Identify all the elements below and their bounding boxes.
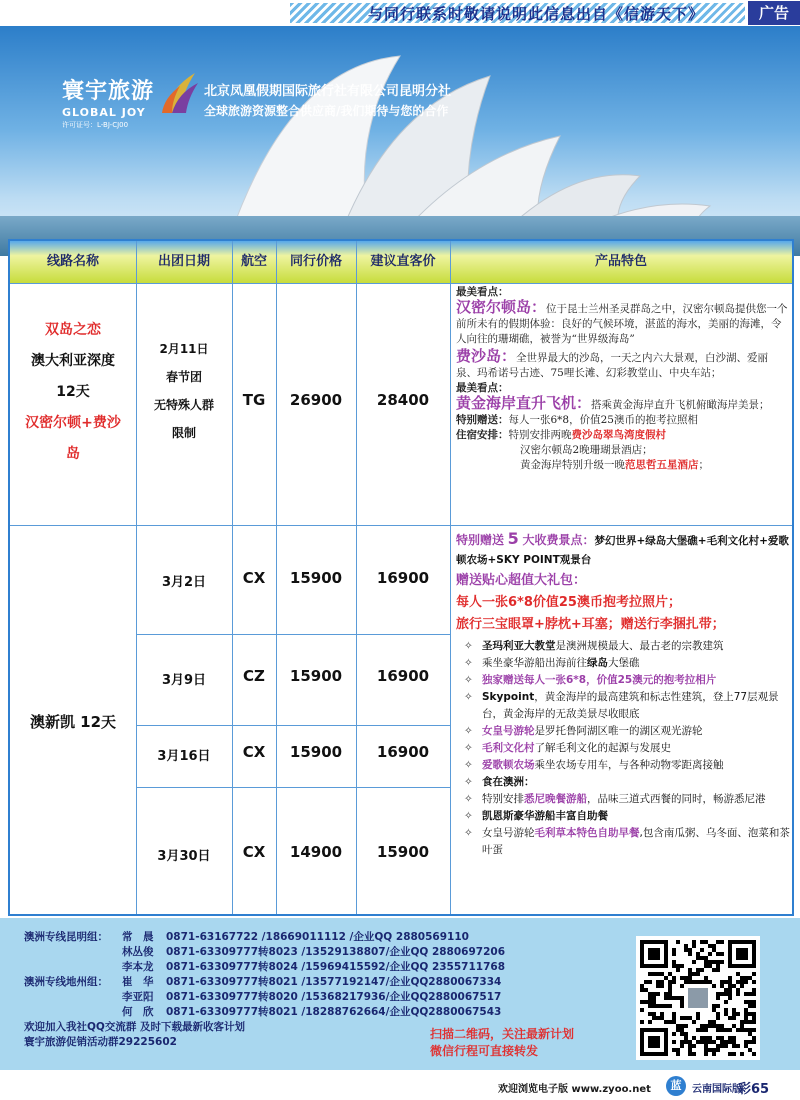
route2-peer-price-1: 15900 — [289, 569, 343, 587]
bottom-bar — [0, 1072, 800, 1100]
feature-highlight: 绿岛 — [587, 657, 608, 669]
feature-item — [456, 638, 790, 655]
diamond-bullet-icon: ✧ — [464, 742, 473, 754]
stay-end: ； — [698, 459, 709, 471]
route2-features — [456, 529, 790, 859]
route2-date-4: 3月30日 — [157, 849, 211, 864]
header-route: 线路名称 — [46, 254, 99, 269]
label-highlights-2: 最美看点： — [456, 382, 509, 394]
contact-phone: 0871-63309777转8021 /18288762664/企业QQ2880067543 — [166, 1006, 502, 1018]
welcome-text[interactable]: 欢迎浏览电子版 www.zyoo.net — [498, 1084, 651, 1095]
logo-en: GLOBAL JOY — [62, 106, 146, 119]
route1-date-line: 春节团 — [165, 370, 202, 384]
diamond-bullet-icon: ✧ — [464, 691, 473, 703]
feature-text: 乘坐农场专用车，与各种动物零距离接触 — [534, 759, 724, 771]
header-date: 出团日期 — [157, 254, 210, 269]
route2-airline-3: CX — [242, 743, 266, 761]
contact-phone: 0871-63309777转8021 /13577192147/企业QQ2880067334 — [166, 976, 502, 988]
feature-item — [456, 825, 790, 859]
grid-line — [10, 283, 792, 284]
route2-date-1: 3月2日 — [161, 575, 207, 590]
route2-airline-1: CX — [242, 569, 266, 587]
route1-airline: TG — [242, 391, 266, 409]
contact-row — [24, 960, 506, 975]
qr-line-2: 微信行程可直接转发 — [430, 1044, 539, 1058]
route1-features — [456, 285, 788, 473]
route1-name-line: 汉密尔顿+费沙 — [25, 415, 121, 431]
feature-text: 了解毛利文化的起源与发展史 — [534, 742, 671, 754]
footer-contacts — [0, 918, 800, 1070]
heli-title: 黄金海岸直升飞机： — [456, 394, 592, 412]
gift-head-c: 梦幻世界+绿岛大堡礁+毛利文化村+爱歌顿农场+SKY POINT观景台 — [456, 535, 789, 566]
hamilton-title: 汉密尔顿岛： — [456, 298, 547, 316]
diamond-bullet-icon: ✧ — [464, 793, 473, 805]
group-text: 寰宇旅游促销活动群29225602 — [24, 1036, 177, 1048]
edition-badge: 蓝 — [666, 1076, 686, 1096]
contact-name: 常 晨 — [122, 931, 154, 943]
contact-row — [24, 930, 469, 945]
diamond-bullet-icon: ✧ — [464, 674, 473, 686]
gift-head-a: 特别赠送 — [456, 533, 505, 547]
qr-pattern — [640, 940, 756, 1056]
feature-item — [456, 672, 790, 689]
route1-date-line: 限制 — [171, 426, 196, 440]
stay-text-2: 汉密尔顿岛2晚珊瑚景酒店； — [520, 444, 653, 456]
feature-text: 大堡礁 — [608, 657, 640, 669]
header-peer-price: 同行价格 — [289, 254, 342, 269]
feature-text: 女皇号游轮 — [482, 827, 535, 839]
license-number: 许可证号：L-BJ-CJ00 — [62, 121, 129, 129]
ad-label: 广告 — [748, 1, 800, 25]
feature-highlight: 悉尼晚餐游船 — [524, 793, 587, 805]
contact-row — [24, 975, 502, 990]
brand-logo — [62, 74, 154, 130]
gift-head-b: 大收费景点： — [522, 533, 595, 547]
diamond-bullet-icon: ✧ — [464, 759, 473, 771]
hero-banner — [0, 26, 800, 256]
feature-item — [456, 757, 790, 774]
feature-item — [456, 689, 790, 723]
feature-highlight: 独家赠送每人一张6*8，价值25澳元的抱考拉相片 — [482, 674, 717, 686]
edition-name: 云南国际版 — [692, 1084, 742, 1095]
feature-highlight: 毛利文化村 — [482, 742, 535, 754]
contact-phone: 0871-63167722 /18669011112 /企业QQ 2880569110 — [166, 931, 469, 943]
fraser-text: 全世界最大的沙岛，一天之内六大景观，白沙湖、爱丽泉、玛希诺号古迹、75哩长滩、幻彩教堂山、中央车站； — [456, 352, 769, 379]
feature-item — [456, 774, 790, 791]
feature-text: 特别安排 — [482, 793, 524, 805]
contact-name: 林丛俊 — [122, 946, 154, 958]
feature-item — [456, 723, 790, 740]
route2-peer-price-2: 15900 — [289, 667, 343, 685]
feature-item — [456, 740, 790, 757]
diamond-bullet-icon: ✧ — [464, 776, 473, 788]
route1-name-line: 12天 — [56, 384, 90, 400]
logo-wing-icon — [160, 68, 200, 118]
bonus-2: 旅行三宝眼罩+脖枕+耳塞；赠送行李捆扎带； — [456, 617, 725, 632]
route1-name-line: 澳大利亚深度 — [31, 353, 115, 369]
logo-cn: 寰宇旅游 — [62, 79, 155, 104]
feature-highlight: 食在澳洲： — [482, 776, 535, 788]
header-airline: 航空 — [240, 254, 267, 269]
feature-highlight: 毛利草本特色自助早餐 — [534, 827, 640, 839]
grid-line — [450, 241, 451, 914]
stay-label: 住宿安排： — [456, 429, 509, 441]
route1-name — [10, 315, 136, 470]
route2-retail-price-3: 16900 — [376, 743, 430, 761]
stay-text-3: 黄金海岸特别升级一晚 — [520, 459, 625, 471]
contact-group: 澳洲专线昆明组： — [24, 931, 108, 943]
route2-date-3: 3月16日 — [157, 749, 211, 764]
feature-highlight: 爱歌顿农场 — [482, 759, 535, 771]
route2-retail-price-4: 15900 — [376, 843, 430, 861]
feature-list — [456, 638, 790, 859]
gift-label: 特别赠送： — [456, 414, 509, 426]
grid-line — [136, 725, 450, 726]
stay-text: 特别安排两晚 — [508, 429, 572, 441]
feature-item — [456, 655, 790, 672]
contact-row — [24, 945, 506, 960]
header-retail-price: 建议直客价 — [370, 254, 436, 269]
feature-item — [456, 791, 790, 808]
tour-table — [8, 239, 794, 916]
heli-text: 搭乘黄金海岸直升飞机俯瞰海岸美景； — [591, 399, 770, 411]
diamond-bullet-icon: ✧ — [464, 827, 473, 839]
company-slogan: 全球旅游资源整合供应商/我们期待与您的合作 — [204, 104, 449, 118]
route2-retail-price-2: 16900 — [376, 667, 430, 685]
qr-line-1: 扫描二维码，关注最新计划 — [430, 1027, 575, 1041]
diamond-bullet-icon: ✧ — [464, 640, 473, 652]
feature-text: ,包含南瓜粥、乌冬面、泡菜和茶叶蛋 — [482, 827, 790, 856]
route1-peer-price: 26900 — [289, 391, 343, 409]
contact-name: 何 欣 — [122, 1006, 154, 1018]
feature-item — [456, 808, 790, 825]
feature-text: ，黄金海岸的最高建筑和标志性建筑，登上77层观景台，黄金海岸的无敌美景尽收眼底 — [482, 691, 779, 720]
grid-line — [10, 525, 792, 526]
gift-head-num: 5 — [507, 529, 519, 548]
route2-retail-price-1: 16900 — [376, 569, 430, 587]
contact-name: 李亚阳 — [122, 991, 154, 1003]
route2-peer-price-4: 14900 — [289, 843, 343, 861]
route1-name-line: 双岛之恋 — [45, 322, 101, 338]
stay-highlight-2: 范思哲五星酒店 — [625, 459, 699, 471]
hamilton-text: 位于昆士兰州圣灵群岛之中，汉密尔顿岛提供您一个前所未有的假期体验：良好的气候环境，湛蓝的海水，美丽的海滩，令人向往的珊瑚礁，被誉为“世界级海岛” — [456, 303, 788, 345]
top-banner — [0, 0, 800, 26]
feature-text: 是澳洲规模最大、最古老的宗教建筑 — [555, 640, 724, 652]
gift-text: 每人一张6*8，价值25澳币的抱考拉照相 — [508, 414, 698, 426]
route2-peer-price-3: 15900 — [289, 743, 343, 761]
route1-retail-price: 28400 — [376, 391, 430, 409]
feature-text: ，品味三道式西餐的同时，畅游悉尼港 — [587, 793, 766, 805]
fraser-title: 费沙岛： — [456, 347, 517, 365]
route2-date-2: 3月9日 — [161, 673, 207, 688]
diamond-bullet-icon: ✧ — [464, 657, 473, 669]
route1-date-line: 无特殊人群 — [153, 398, 214, 412]
company-info — [204, 80, 451, 119]
contact-name: 崔 华 — [122, 976, 154, 988]
route1-date-line: 2月11日 — [159, 342, 209, 356]
wechat-qr-code[interactable] — [636, 936, 760, 1060]
grid-line — [136, 787, 450, 788]
join-text: 欢迎加入我社QQ交流群 及时下载最新收客计划 — [24, 1021, 246, 1033]
stay-highlight: 费沙岛翠鸟湾度假村 — [571, 429, 666, 441]
route2-airline-2: CZ — [243, 667, 265, 685]
page-number: 彩65 — [738, 1082, 770, 1097]
contact-row — [24, 990, 502, 1005]
grid-line — [136, 634, 450, 635]
route1-date — [136, 335, 232, 447]
route1-name-line: 岛 — [66, 446, 80, 462]
feature-text: 乘坐豪华游船出海前往 — [482, 657, 587, 669]
contact-row — [24, 1005, 502, 1020]
contact-phone: 0871-63309777转8023 /13529138807/企业QQ 2880697206 — [166, 946, 506, 958]
label-highlights: 最美看点： — [456, 286, 509, 298]
contact-phone: 0871-63309777转8020 /15368217936/企业QQ2880067517 — [166, 991, 502, 1003]
contact-name: 李本龙 — [122, 961, 154, 973]
company-name: 北京凤凰假期国际旅行社有限公司昆明分社 — [204, 84, 452, 99]
feature-text: 是罗托鲁阿湖区唯一的湖区观光游轮 — [534, 725, 703, 737]
diamond-bullet-icon: ✧ — [464, 810, 473, 822]
bonus-1: 每人一张6*8价值25澳币抱考拉照片； — [456, 595, 681, 610]
contact-phone: 0871-63309777转8024 /15969415592/企业QQ 2355711768 — [166, 961, 506, 973]
route2-name: 澳新凯 12天 — [29, 713, 117, 731]
feature-highlight: 凯恩斯豪华游船丰富自助餐 — [482, 810, 608, 822]
contact-group: 澳洲专线地州组： — [24, 976, 108, 988]
table-header — [10, 241, 792, 283]
feature-highlight: Skypoint — [482, 691, 535, 703]
diamond-bullet-icon: ✧ — [464, 725, 473, 737]
feature-highlight: 女皇号游轮 — [482, 725, 535, 737]
header-features: 产品特色 — [594, 254, 647, 269]
bonus-head: 赠送贴心超值大礼包： — [456, 573, 587, 588]
feature-highlight: 圣玛利亚大教堂 — [482, 640, 556, 652]
qr-note — [430, 1026, 574, 1060]
route2-airline-4: CX — [242, 843, 266, 861]
notice-text: 与同行联系时敬请说明此信息出自《信游天下》 — [368, 5, 705, 23]
